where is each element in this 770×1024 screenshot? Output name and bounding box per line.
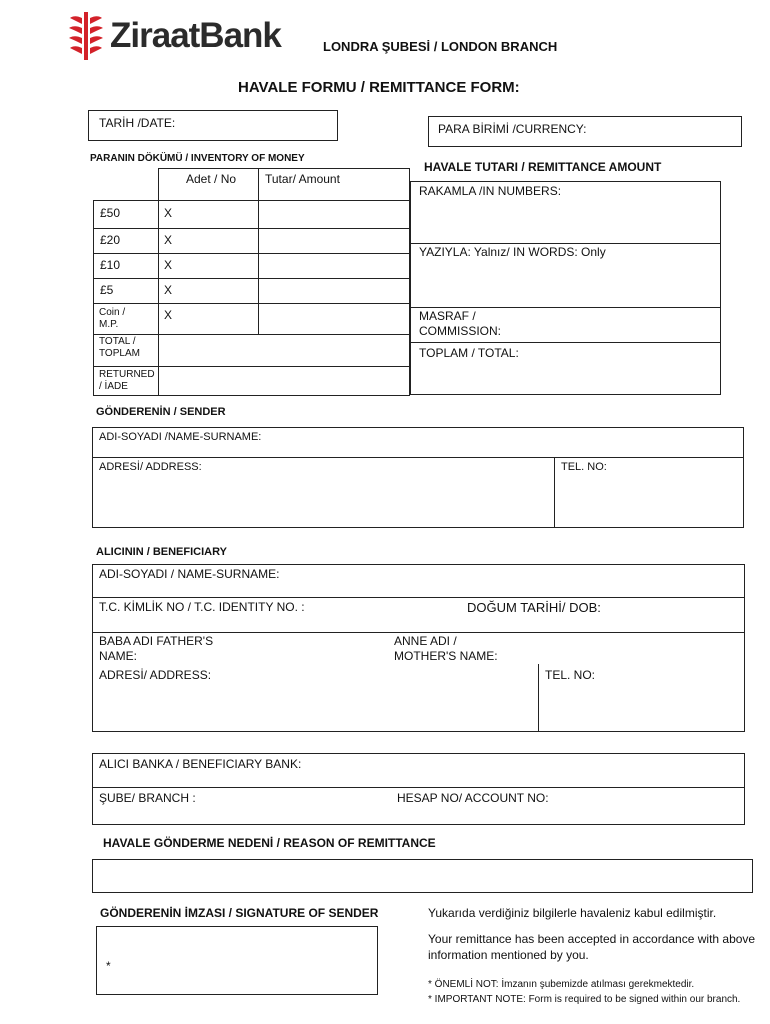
row-20-mark: X: [164, 233, 173, 247]
row-50-label: £50: [100, 206, 121, 220]
father-name-label: BABA ADI FATHER'S NAME:: [99, 634, 214, 663]
sender-tel-label: TEL. NO:: [561, 461, 607, 473]
logo-text: ZiraatBank: [110, 16, 281, 55]
important-note-tr: * ÖNEMLİ NOT: İmzanın şubemizde atılması gerekmektedir.: [428, 979, 695, 990]
date-label: TARİH /DATE:: [99, 116, 176, 130]
sender-name-field[interactable]: [92, 427, 744, 457]
currency-label: PARA BİRİMİ /CURRENCY:: [438, 122, 587, 136]
beneficiary-name-field[interactable]: [92, 564, 745, 597]
sender-address-field[interactable]: [92, 457, 554, 528]
bank-branch-label: ŞUBE/ BRANCH :: [99, 791, 196, 805]
row-coin-mark: X: [164, 308, 173, 322]
mother-name-label: ANNE ADI / MOTHER'S NAME:: [394, 634, 498, 663]
signature-field[interactable]: [96, 926, 378, 995]
sender-title: GÖNDERENİN / SENDER: [96, 406, 226, 418]
beneficiary-bank-label: ALICI BANKA / BENEFICIARY BANK:: [99, 757, 302, 771]
beneficiary-id-field[interactable]: [92, 597, 745, 632]
beneficiary-address-label: ADRESİ/ ADDRESS:: [99, 668, 212, 682]
amount-numbers-label: RAKAMLA /IN NUMBERS:: [419, 184, 562, 198]
total-label: TOTAL / TOPLAM: [99, 336, 140, 359]
amount-total-field[interactable]: [410, 342, 721, 395]
form-title: HAVALE FORMU / REMITTANCE FORM:: [238, 79, 520, 96]
signature-star: *: [106, 959, 111, 973]
amount-words-field[interactable]: [410, 243, 721, 307]
beneficiary-bank-field[interactable]: [92, 753, 745, 787]
beneficiary-tel-label: TEL. NO:: [545, 668, 596, 682]
beneficiary-name-label: ADI-SOYADI / NAME-SURNAME:: [99, 567, 280, 581]
sender-address-label: ADRESİ/ ADDRESS:: [99, 461, 202, 473]
row-5-mark: X: [164, 283, 173, 297]
amount-total-label: TOPLAM / TOTAL:: [419, 346, 519, 360]
accepted-text-en: Your remittance has been accepted in accordance with above information mentioned by you.: [428, 932, 756, 962]
amount-title: HAVALE TUTARI / REMITTANCE AMOUNT: [424, 160, 662, 174]
col-count-header: Adet / No: [186, 172, 237, 186]
beneficiary-address-field[interactable]: [92, 664, 538, 732]
currency-field[interactable]: [428, 116, 742, 147]
date-field[interactable]: [88, 110, 338, 141]
bank-branch-field[interactable]: [92, 787, 745, 825]
beneficiary-title: ALICININ / BENEFICIARY: [96, 546, 227, 558]
beneficiary-dob-label: DOĞUM TARİHİ/ DOB:: [467, 600, 601, 615]
account-no-label: HESAP NO/ ACCOUNT NO:: [397, 791, 549, 805]
beneficiary-parents-field[interactable]: [92, 632, 745, 664]
commission-field[interactable]: [410, 307, 721, 342]
row-50-mark: X: [164, 206, 173, 220]
beneficiary-tel-field[interactable]: [538, 664, 745, 732]
col-amount-header: Tutar/ Amount: [265, 172, 340, 186]
row-5-label: £5: [100, 283, 114, 297]
inventory-title: PARANIN DÖKÜMÜ / INVENTORY OF MONEY: [90, 153, 305, 164]
accepted-text-tr: Yukarıda verdiğiniz bilgilerle havaleniz kabul edilmiştir.: [428, 906, 717, 920]
row-10-label: £10: [100, 258, 121, 272]
row-20-label: £20: [100, 233, 121, 247]
commission-label: MASRAF / COMMISSION:: [419, 309, 502, 338]
reason-title: HAVALE GÖNDERME NEDENİ / REASON OF REMITTANCE: [103, 836, 436, 850]
reason-field[interactable]: [92, 859, 753, 893]
beneficiary-id-label: T.C. KİMLİK NO / T.C. IDENTITY NO. :: [99, 600, 305, 614]
amount-numbers-field[interactable]: [410, 181, 721, 243]
important-note-en: * IMPORTANT NOTE: Form is required to be signed within our branch.: [428, 994, 741, 1005]
amount-words-label: YAZIYLA: Yalnız/ IN WORDS: Only: [419, 245, 606, 259]
signature-title: GÖNDERENİN İMZASI / SIGNATURE OF SENDER: [100, 906, 379, 920]
row-coin-label: Coin / M.P.: [99, 307, 126, 330]
branch-name: LONDRA ŞUBESİ / LONDON BRANCH: [323, 39, 558, 54]
ziraat-logo-icon: [66, 10, 106, 62]
sender-name-label: ADI-SOYADI /NAME-SURNAME:: [99, 431, 262, 443]
sender-tel-field[interactable]: [554, 457, 744, 528]
returned-label: RETURNED / İADE: [99, 369, 155, 392]
row-10-mark: X: [164, 258, 173, 272]
